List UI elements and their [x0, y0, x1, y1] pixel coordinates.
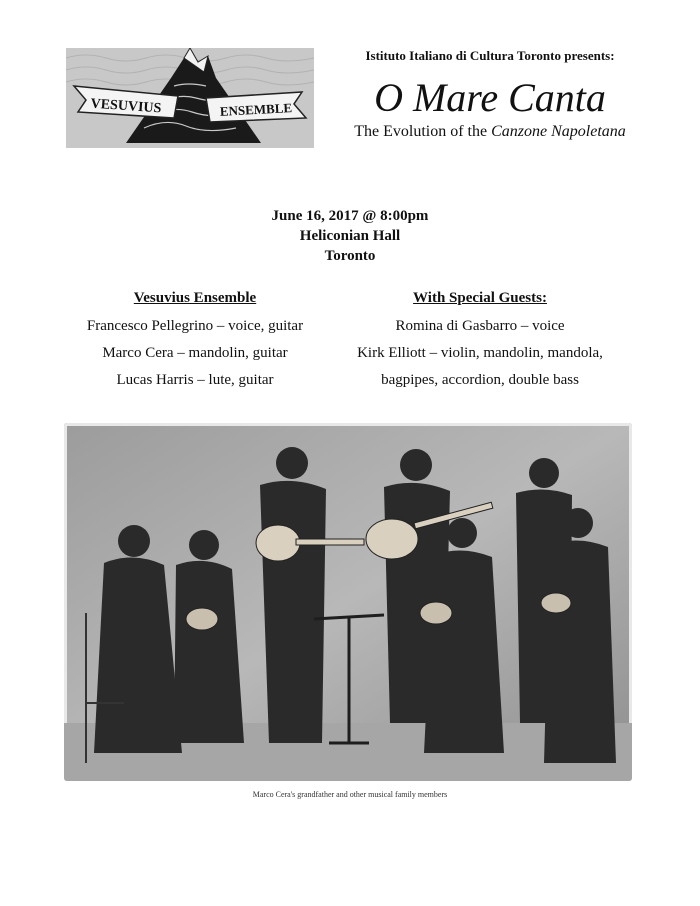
ensemble-logo [66, 48, 314, 148]
ensemble-column [70, 290, 320, 394]
logo-right-text: ENSEMBLE [219, 100, 293, 119]
event-city: Toronto [324, 248, 376, 264]
event-venue: Heliconian Hall [299, 228, 401, 244]
guest-line: Kirk Elliott – violin, mandolin, mandola, [357, 345, 603, 361]
subtitle-prefix: The Evolution of the [354, 123, 492, 140]
ensemble-member: Marco Cera – mandolin, guitar [102, 345, 288, 361]
logo-left-text: VESUVIUS [90, 96, 162, 117]
vintage-photo [64, 423, 632, 781]
photo-caption: Marco Cera's grandfather and other musical family members [252, 790, 448, 799]
ensemble-member: Francesco Pellegrino – voice, guitar [86, 318, 304, 334]
event-details [200, 206, 500, 266]
guest-line: bagpipes, accordion, double bass [381, 372, 579, 388]
volcano-logo-graphic [66, 48, 314, 148]
presenter-line: Istituto Italiano di Cultura Toronto presents: [365, 48, 615, 63]
musicians-photo-illustration [64, 423, 632, 781]
page-title: O Mare Canta [374, 75, 606, 120]
guest-line: Romina di Gasbarro – voice [395, 318, 565, 334]
event-date-time: June 16, 2017 @ 8:00pm [271, 208, 429, 224]
ensemble-member: Lucas Harris – lute, guitar [116, 372, 274, 388]
ensemble-heading: Vesuvius Ensemble [133, 290, 257, 306]
subtitle-italic: Canzone Napoletana [491, 123, 626, 140]
guests-heading: With Special Guests: [413, 290, 547, 306]
page-subtitle [320, 123, 660, 141]
guests-column [340, 290, 620, 394]
